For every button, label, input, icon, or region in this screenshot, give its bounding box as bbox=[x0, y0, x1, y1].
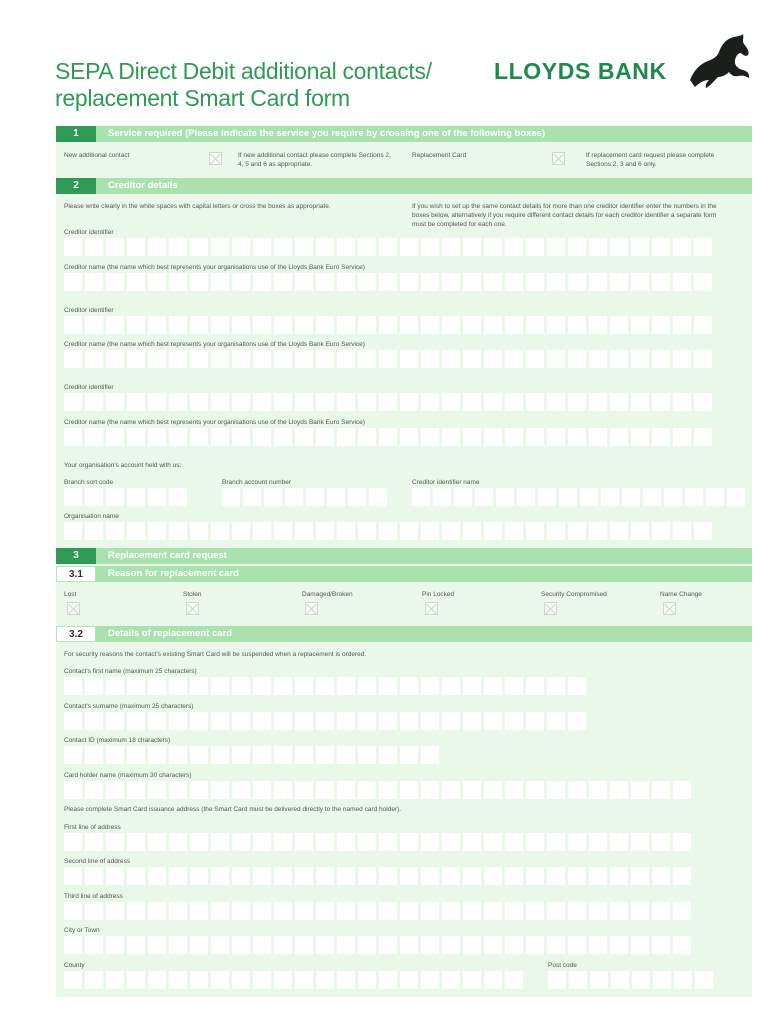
section3-1-title: Reason for replacement card bbox=[108, 568, 239, 579]
city-field[interactable] bbox=[64, 936, 691, 954]
section2-number: 2 bbox=[56, 178, 96, 194]
surname-field[interactable] bbox=[64, 712, 586, 730]
post-code-field[interactable] bbox=[548, 971, 713, 989]
account-held-label: Your organisation's account held with us: bbox=[64, 462, 182, 469]
reason-security-compromised-label: Security Compromised bbox=[541, 591, 607, 598]
form-body bbox=[56, 126, 752, 997]
organisation-name-field[interactable] bbox=[64, 522, 712, 540]
organisation-name-label: Organisation name bbox=[64, 513, 119, 520]
address-line1-label: First line of address bbox=[64, 824, 121, 831]
address-line2-field[interactable] bbox=[64, 867, 691, 885]
reason-pin-locked-label: Pin Locked bbox=[422, 591, 455, 598]
branch-account-number-label: Branch account number bbox=[222, 479, 292, 486]
creditor-name-field-3[interactable] bbox=[64, 428, 712, 446]
contact-id-field[interactable] bbox=[64, 746, 439, 764]
creditor-name-field-1[interactable] bbox=[64, 273, 712, 291]
section3-2-title: Details of replacement card bbox=[108, 628, 233, 639]
creditor-identifier-label-1: Creditor identifier bbox=[64, 229, 114, 236]
reason-lost-checkbox[interactable] bbox=[67, 602, 80, 615]
reason-security-compromised-checkbox[interactable] bbox=[544, 602, 557, 615]
creditor-identifier-name-field[interactable] bbox=[412, 488, 745, 506]
surname-label: Contact's surname (maximum 25 characters) bbox=[64, 703, 194, 710]
city-label: City or Town bbox=[64, 927, 100, 934]
creditor-identifier-field-2[interactable] bbox=[64, 316, 712, 334]
reason-damaged-checkbox[interactable] bbox=[305, 602, 318, 615]
section3-1-number: 3.1 bbox=[56, 566, 96, 582]
card-holder-label: Card holder name (maximum 30 characters) bbox=[64, 772, 192, 779]
branch-account-number-field[interactable] bbox=[222, 488, 387, 506]
creditor-name-field-2[interactable] bbox=[64, 350, 712, 368]
section3-header bbox=[56, 548, 752, 564]
replacement-card-label: Replacement Card bbox=[412, 152, 467, 159]
reason-name-change-label: Name Change bbox=[660, 591, 702, 598]
creditor-identifier-field-1[interactable] bbox=[64, 238, 712, 256]
county-field[interactable] bbox=[64, 971, 523, 989]
replacement-card-checkbox[interactable] bbox=[552, 152, 565, 165]
address-line3-field[interactable] bbox=[64, 902, 691, 920]
address-line2-label: Second line of address bbox=[64, 858, 131, 865]
replacement-card-note: If replacement card request please complete Sections 2, 3 and 6 only. bbox=[586, 152, 715, 168]
new-contact-checkbox[interactable] bbox=[209, 152, 222, 165]
section3-1-header bbox=[56, 566, 752, 582]
section3-title: Replacement card request bbox=[108, 550, 227, 561]
suspend-note: For security reasons the contact's existing Smart Card will be suspended when a replacement is ordered. bbox=[64, 651, 367, 658]
reason-damaged-label: Damaged/Broken bbox=[302, 591, 353, 598]
form-title bbox=[55, 58, 432, 112]
new-contact-label: New additional contact bbox=[64, 152, 130, 159]
address-line3-label: Third line of address bbox=[64, 893, 123, 900]
section1-header bbox=[56, 126, 752, 142]
section1-title: Service required (Please indicate the service you require by crossing one of the following boxes) bbox=[108, 128, 546, 139]
creditor-identifier-name-label: Creditor identifier name bbox=[412, 479, 480, 486]
section3-number: 3 bbox=[56, 548, 96, 564]
first-name-field[interactable] bbox=[64, 677, 586, 695]
contact-id-label: Contact ID (maximum 18 characters) bbox=[64, 737, 171, 744]
form-title-line1: SEPA Direct Debit additional contacts/ bbox=[55, 58, 432, 84]
creditor-identifier-field-3[interactable] bbox=[64, 393, 712, 411]
creditor-name-label-2: Creditor name (the name which best represents your organisations use of the Lloyds Bank Euro Service) bbox=[64, 341, 365, 348]
first-name-label: Contact's first name (maximum 25 characters) bbox=[64, 668, 197, 675]
section2-title: Creditor details bbox=[108, 180, 178, 191]
county-label: County bbox=[64, 962, 85, 969]
address-line1-field[interactable] bbox=[64, 833, 691, 851]
branch-sort-code-label: Branch sort code bbox=[64, 479, 114, 486]
reason-stolen-label: Stolen bbox=[183, 591, 202, 598]
bank-logo-text: LLOYDS BANK bbox=[494, 58, 667, 84]
section3-2-header bbox=[56, 626, 752, 642]
address-note: Please complete Smart Card issuance address (the Smart Card must be delivered directly to the named card holder). bbox=[64, 806, 402, 813]
section3-2-number: 3.2 bbox=[56, 626, 96, 642]
section2-intro: Please write clearly in the white spaces with capital letters or cross the boxes as appropriate. bbox=[64, 203, 331, 210]
reason-name-change-checkbox[interactable] bbox=[663, 602, 676, 615]
card-holder-field[interactable] bbox=[64, 781, 691, 799]
creditor-identifier-label-2: Creditor identifier bbox=[64, 307, 114, 314]
section2-note: If you wish to set up the same contact details for more than one creditor identifier enter the numbers in the boxes below, alternatively if you require different contact details for each creditor identifier a separate form must be completed for each one. bbox=[412, 203, 717, 228]
creditor-name-label-1: Creditor name (the name which best represents your organisations use of the Lloyds Bank Euro Service) bbox=[64, 264, 365, 271]
post-code-label: Post code bbox=[548, 962, 577, 969]
section1-number: 1 bbox=[56, 126, 96, 142]
creditor-name-label-3: Creditor name (the name which best represents your organisations use of the Lloyds Bank Euro Service) bbox=[64, 419, 365, 426]
creditor-identifier-label-3: Creditor identifier bbox=[64, 384, 114, 391]
reason-pin-locked-checkbox[interactable] bbox=[425, 602, 438, 615]
form-title-line2: replacement Smart Card form bbox=[55, 85, 350, 111]
section2-header bbox=[56, 178, 752, 194]
black-horse-logo-icon bbox=[680, 30, 752, 92]
branch-sort-code-field[interactable] bbox=[64, 488, 187, 506]
reason-stolen-checkbox[interactable] bbox=[186, 602, 199, 615]
new-contact-note: If new additional contact please complete Sections 2, 4, 5 and 6 as appropriate. bbox=[238, 152, 391, 168]
reason-lost-label: Lost bbox=[64, 591, 77, 598]
